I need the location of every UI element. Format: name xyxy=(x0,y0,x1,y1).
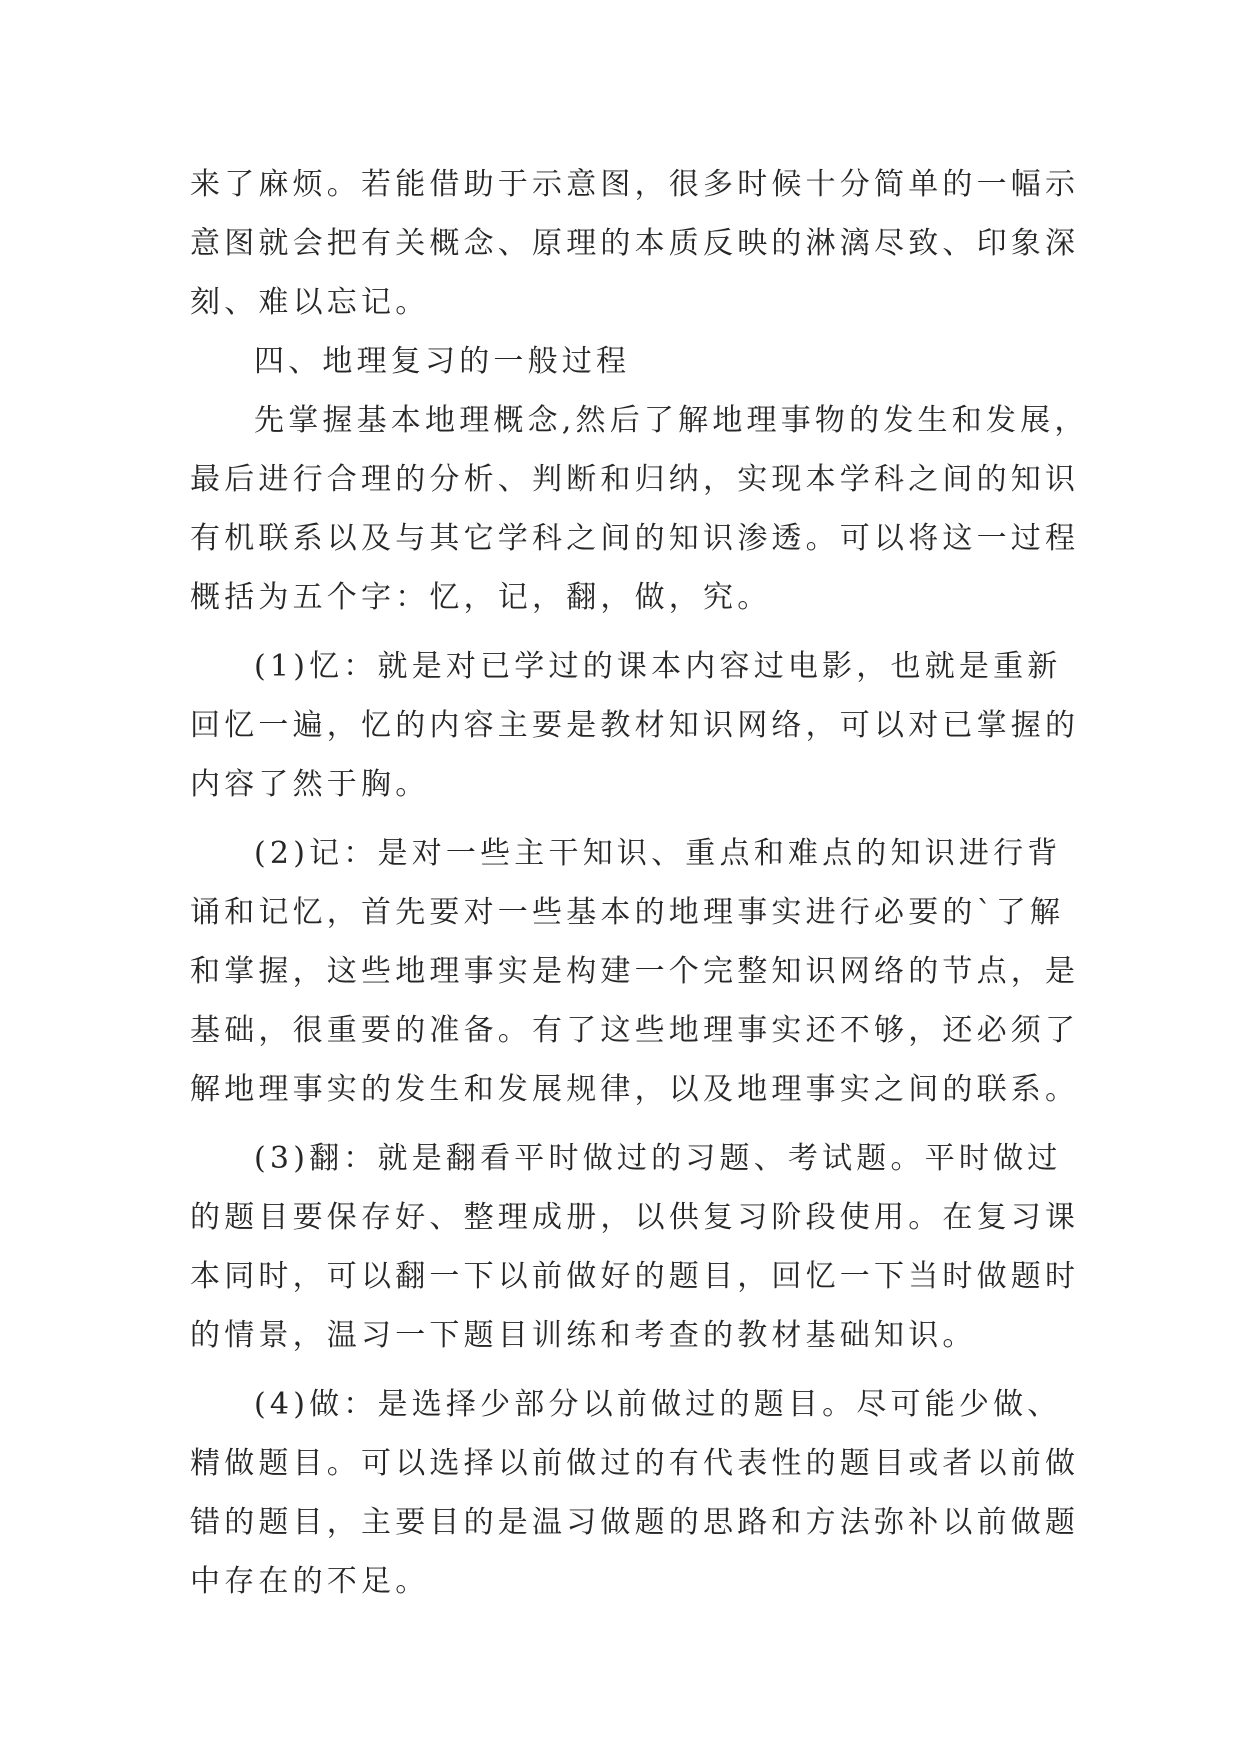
text-line: (2)记：是对一些主干知识、重点和难点的知识进行背 xyxy=(254,836,1062,871)
text-line: 来了麻烦。若能借助于示意图，很多时候十分简单的一幅示 xyxy=(190,167,1080,202)
section-heading: 四、地理复习的一般过程 xyxy=(254,344,631,379)
text-line: 本同时，可以翻一下以前做好的题目，回忆一下当时做题时 xyxy=(190,1259,1080,1294)
text-line: (3)翻：就是翻看平时做过的习题、考试题。平时做过 xyxy=(254,1141,1062,1176)
document-body xyxy=(190,155,1089,1611)
text-line: 中存在的不足。 xyxy=(190,1564,430,1599)
text-line: 概括为五个字：忆，记，翻，做，究。 xyxy=(190,580,772,615)
text-line: 内容了然于胸。 xyxy=(190,767,430,802)
text-line: (1)忆：就是对已学过的课本内容过电影，也就是重新 xyxy=(254,649,1062,684)
text-line: 先掌握基本地理概念,然后了解地理事物的发生和发展， xyxy=(254,403,1089,438)
text-line: 诵和记忆，首先要对一些基本的地理事实进行必要的`了解 xyxy=(190,895,1065,930)
text-line: (4)做：是选择少部分以前做过的题目。尽可能少做、 xyxy=(254,1387,1062,1422)
text-line: 的题目要保存好、整理成册，以供复习阶段使用。在复习课 xyxy=(190,1200,1080,1235)
text-line: 的情景，温习一下题目训练和考查的教材基础知识。 xyxy=(190,1318,977,1353)
text-line: 刻、难以忘记。 xyxy=(190,285,430,320)
text-line: 基础，很重要的准备。有了这些地理事实还不够，还必须了 xyxy=(190,1013,1080,1048)
text-line: 和掌握，这些地理事实是构建一个完整知识网络的节点，是 xyxy=(190,954,1080,989)
text-line: 有机联系以及与其它学科之间的知识渗透。可以将这一过程 xyxy=(190,521,1080,556)
text-line: 错的题目，主要目的是温习做题的思路和方法弥补以前做题 xyxy=(190,1505,1080,1540)
text-line: 精做题目。可以选择以前做过的有代表性的题目或者以前做 xyxy=(190,1446,1080,1481)
text-line: 意图就会把有关概念、原理的本质反映的淋漓尽致、印象深 xyxy=(190,226,1080,261)
text-line: 回忆一遍，忆的内容主要是教材知识网络，可以对已掌握的 xyxy=(190,708,1080,743)
text-line: 解地理事实的发生和发展规律，以及地理事实之间的联系。 xyxy=(190,1072,1080,1107)
text-line: 最后进行合理的分析、判断和归纳，实现本学科之间的知识 xyxy=(190,462,1080,497)
